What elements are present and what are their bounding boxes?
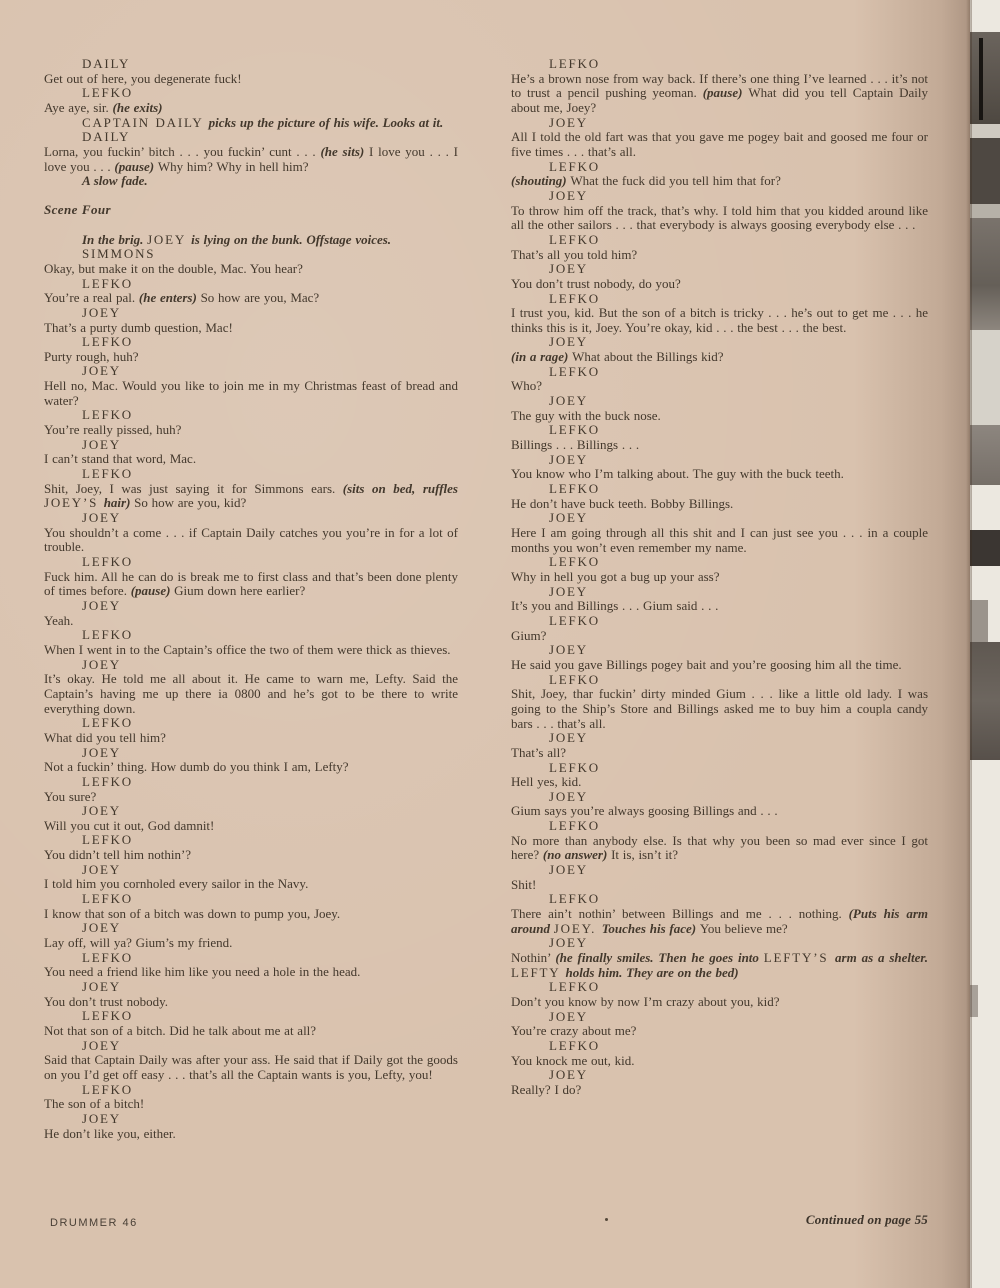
dialogue-text: What about the Billings kid? — [572, 349, 724, 365]
dialogue-text: Shit, Joey, thar fuckin’ dirty minded Gium . . . like a little old lady. I was going to the Ship’s Store and Billings asked me to buy him a coupla candy bars . . . that’s all. — [511, 686, 928, 731]
stage-direction-text: picks up the picture of his wife. Looks at it. — [208, 114, 444, 130]
character-name: LEFKO — [549, 231, 600, 247]
stage-direction-text: Touches his face) — [601, 920, 700, 936]
continued-on-page-label: Continued on page 55 — [805, 1212, 928, 1227]
character-name: LEFKO — [82, 1008, 133, 1024]
dialogue-text: What did you tell Captain Daily about me, Joey? — [511, 85, 929, 115]
dialogue-paragraph — [511, 438, 928, 453]
character-name: JOEY — [549, 393, 588, 409]
speaker-line — [44, 1009, 458, 1024]
speaker-line — [44, 130, 458, 145]
dialogue-text: All I told the old fart was that you gave me pogey bait and goosed me four or five times . . . that’s all. — [511, 129, 928, 159]
speaker-line — [44, 86, 458, 101]
dialogue-text: Will you cut it out, God damnit! — [44, 817, 215, 833]
dialogue-text: Yeah. — [44, 612, 74, 628]
dialogue-text: Who? — [511, 378, 543, 394]
character-name: LEFKO — [549, 1037, 600, 1053]
character-name: JOEY — [549, 187, 588, 203]
script-column-left — [44, 57, 458, 1141]
dialogue-paragraph — [44, 1127, 458, 1142]
speaker-line — [44, 247, 458, 262]
character-name: JOEY — [82, 744, 121, 760]
stage-direction-text: hair) — [103, 495, 135, 511]
dialogue-paragraph — [511, 350, 928, 365]
stage-direction-text: (no answer) — [542, 847, 612, 863]
character-name: JOEY — [147, 231, 192, 247]
dialogue-text: Not a fuckin’ thing. How dumb do you think I am, Lefty? — [44, 759, 349, 775]
dialogue-text: You knock me out, kid. — [511, 1052, 635, 1068]
dialogue-paragraph — [511, 687, 928, 731]
character-name: LEFKO — [549, 979, 600, 995]
speaker-line — [44, 1112, 458, 1127]
speaker-line — [511, 57, 928, 72]
character-name: LEFKO — [82, 832, 133, 848]
stage-direction-text: In the brig. — [82, 231, 148, 247]
character-name: JOEY — [82, 920, 121, 936]
stage-direction-text: is lying on the bunk. Offstage voices. — [191, 231, 392, 247]
stage-direction-text: (sits on bed, ruffles — [342, 480, 458, 496]
character-name: JOEY — [549, 114, 588, 130]
dialogue-text: Said that Captain Daily was after your ass. He said that if Daily got the goods on you I’d get off easy . . . that’s all the Captain wants is you, Lefty, you! — [44, 1052, 458, 1082]
dialogue-text: Okay, but make it on the double, Mac. You hear? — [44, 260, 303, 276]
dialogue-text: What did you tell him? — [44, 729, 166, 745]
photo-fragment — [970, 642, 1000, 760]
dialogue-text: It’s you and Billings . . . Gium said . . . — [511, 598, 719, 614]
stage-direction-text: (pause) — [114, 158, 158, 174]
character-name: LEFKO — [82, 1081, 133, 1097]
dialogue-paragraph — [44, 570, 458, 599]
dialogue-paragraph — [511, 248, 928, 263]
dialogue-text: Gium down here earlier? — [174, 583, 306, 599]
photo-fragment — [970, 138, 1000, 204]
speaker-line — [511, 673, 928, 688]
dialogue-paragraph — [511, 907, 928, 936]
speaker-line — [511, 1068, 928, 1083]
dialogue-text: Really? I do? — [511, 1081, 582, 1097]
dialogue-paragraph — [511, 570, 928, 585]
speaker-line — [511, 365, 928, 380]
character-name: JOEY — [82, 861, 121, 877]
speaker-line — [511, 116, 928, 131]
character-name: LEFKO — [82, 275, 133, 291]
dialogue-text: You know who I’m talking about. The guy with the buck teeth. — [511, 466, 844, 482]
dialogue-paragraph — [44, 291, 458, 306]
speaker-line — [511, 980, 928, 995]
dialogue-paragraph — [511, 526, 928, 555]
stage-direction-text: (he exits) — [112, 99, 163, 115]
dialogue-paragraph — [511, 834, 928, 863]
character-name: CAPTAIN DAILY — [82, 114, 209, 130]
dialogue-text: When I went in to the Captain’s office the two of them were thick as thieves. — [44, 641, 451, 657]
dialogue-text: The son of a bitch! — [44, 1096, 145, 1112]
character-name: LEFKO — [82, 949, 133, 965]
dialogue-paragraph — [44, 101, 458, 116]
speaker-line — [44, 775, 458, 790]
character-name: DAILY — [82, 56, 131, 71]
dialogue-text: Lay off, will ya? Gium’s my friend. — [44, 935, 233, 951]
dialogue-paragraph — [511, 995, 928, 1010]
character-name: LEFKO — [82, 773, 133, 789]
speaker-line — [44, 804, 458, 819]
character-name: JOEY — [82, 803, 121, 819]
character-name: JOEY — [82, 304, 121, 320]
character-name: JOEY’S — [44, 495, 104, 511]
speaker-line — [511, 892, 928, 907]
speaker-line — [44, 438, 458, 453]
character-name: JOEY — [82, 510, 121, 526]
character-name: JOEY — [549, 334, 588, 350]
speaker-line — [511, 790, 928, 805]
speaker-line — [44, 658, 458, 673]
dialogue-text: It’s okay. He told me all about it. He came to warn me, Lefty. Said the Captain’s having me up there ia 0800 and he’s got to be there to write everything down. — [44, 671, 458, 716]
page-footer — [0, 1212, 970, 1236]
dialogue-paragraph — [44, 145, 458, 174]
dialogue-paragraph — [44, 614, 458, 629]
dialogue-paragraph — [44, 379, 458, 408]
script-column-right — [511, 57, 928, 1098]
dialogue-paragraph — [44, 760, 458, 775]
character-name: JOEY — [549, 730, 588, 746]
dialogue-text: Billings . . . Billings . . . — [511, 437, 640, 453]
dialogue-text: It is, isn’t it? — [611, 847, 679, 863]
character-name: DAILY — [82, 129, 131, 145]
dialogue-paragraph — [44, 672, 458, 716]
stage-direction — [44, 116, 458, 131]
photo-fragment — [970, 425, 1000, 485]
dialogue-text: You didn’t tell him nothin’? — [44, 847, 192, 863]
scene-heading — [44, 203, 458, 218]
dialogue-text: So how are you, Mac? — [200, 290, 320, 306]
speaker-line — [511, 585, 928, 600]
speaker-line — [511, 453, 928, 468]
stage-direction-text: (he finally smiles. Then he goes into — [555, 950, 764, 966]
character-name: JOEY — [549, 788, 588, 804]
dialogue-paragraph — [44, 819, 458, 834]
magazine-page-label: DRUMMER 46 — [50, 1217, 138, 1229]
dialogue-paragraph — [44, 1053, 458, 1082]
dialogue-paragraph — [511, 277, 928, 292]
character-name: JOEY — [82, 656, 121, 672]
dialogue-paragraph — [511, 746, 928, 761]
speaker-line — [511, 863, 928, 878]
stage-direction-text: (in a rage) — [511, 349, 573, 365]
character-name: SIMMONS — [82, 246, 156, 262]
dialogue-text: That’s all? — [511, 744, 567, 760]
dialogue-paragraph — [511, 1024, 928, 1039]
speaker-line — [511, 614, 928, 629]
dialogue-text: Gium? — [511, 627, 547, 643]
dialogue-text: Not that son of a bitch. Did he talk about me at all? — [44, 1023, 317, 1038]
stage-direction-text: holds him. They are on the bed) — [565, 964, 739, 980]
character-name: LEFKO — [549, 158, 600, 174]
character-name: JOEY — [549, 935, 588, 951]
dialogue-paragraph — [511, 174, 928, 189]
photo-fragment — [970, 530, 1000, 566]
dialogue-paragraph — [511, 658, 928, 673]
dialogue-text: Purty rough, huh? — [44, 348, 139, 364]
dialogue-text: No more than anybody else. Is that why you been so mad ever since I got here? — [511, 832, 928, 863]
character-name: LEFKO — [549, 554, 600, 570]
character-name: LEFKO — [82, 627, 133, 643]
dialogue-paragraph — [44, 1024, 458, 1039]
speaker-line — [511, 819, 928, 834]
speaker-line — [44, 863, 458, 878]
character-name: LEFTY’S — [763, 950, 836, 966]
dialogue-text: You don’t trust nobody, do you? — [511, 275, 681, 291]
dialogue-paragraph — [44, 790, 458, 805]
character-name: LEFKO — [549, 891, 600, 907]
dialogue-paragraph — [44, 848, 458, 863]
dialogue-text: I trust you, kid. But the son of a bitch is tricky . . . he’s out to get me . . . he thinks this is it, Joey. You’re okay, kid . . . the best . . . the best. — [511, 305, 928, 335]
dialogue-paragraph — [511, 1083, 928, 1098]
dialogue-paragraph — [511, 72, 928, 116]
character-name: LEFKO — [82, 407, 133, 423]
dialogue-text: Shit! — [511, 876, 537, 892]
stage-direction-text: (he sits) — [320, 143, 370, 159]
speaker-line — [511, 1010, 928, 1025]
speaker-line — [511, 731, 928, 746]
dialogue-text: Gium says you’re always goosing Billings and . . . — [511, 803, 778, 819]
character-name: JOEY — [82, 1037, 121, 1053]
speaker-line — [511, 555, 928, 570]
stage-direction-text: (pause) — [702, 85, 749, 101]
dialogue-paragraph — [511, 467, 928, 482]
dialogue-paragraph — [44, 907, 458, 922]
dialogue-paragraph — [44, 423, 458, 438]
dialogue-paragraph — [44, 877, 458, 892]
dialogue-text: Hell no, Mac. Would you like to join me in my Christmas feast of bread and water? — [44, 378, 458, 408]
speaker-line — [44, 408, 458, 423]
speaker-line — [44, 277, 458, 292]
speaker-line — [511, 335, 928, 350]
dialogue-paragraph — [44, 731, 458, 746]
dialogue-paragraph — [511, 599, 928, 614]
stage-direction-text: (Puts his arm around — [511, 906, 928, 936]
character-name: JOEY — [549, 862, 588, 878]
speaker-line — [511, 936, 928, 951]
character-name: LEFKO — [549, 671, 600, 687]
dialogue-text: I love you . . . I love you . . . — [44, 143, 458, 174]
speaker-line — [44, 1083, 458, 1098]
character-name: JOEY — [549, 1067, 588, 1083]
character-name: LEFKO — [549, 481, 600, 497]
photo-fragment — [970, 330, 1000, 425]
character-name: LEFTY — [511, 964, 566, 980]
dialogue-text: You don’t trust nobody. — [44, 993, 169, 1009]
character-name: LEFKO — [549, 759, 600, 775]
speaker-line — [511, 1039, 928, 1054]
dialogue-text: What the fuck did you tell him that for? — [570, 173, 781, 189]
speaker-line — [511, 482, 928, 497]
character-name: JOEY — [549, 1008, 588, 1024]
dialogue-paragraph — [511, 306, 928, 335]
speaker-line — [511, 643, 928, 658]
dialogue-text: Hell yes, kid. — [511, 774, 582, 790]
speaker-line — [44, 921, 458, 936]
dialogue-paragraph — [44, 72, 458, 87]
speaker-line — [511, 189, 928, 204]
dialogue-text: Here I am going through all this shit and I can just see you . . . in a couple months you won’t even remember my name. — [511, 525, 928, 555]
dialogue-text: He don’t like you, either. — [44, 1125, 176, 1141]
character-name: LEFKO — [82, 715, 133, 731]
dialogue-paragraph — [511, 1054, 928, 1069]
dialogue-text: You need a friend like him like you need a hole in the head. — [44, 964, 361, 980]
stage-direction-text: arm as a shelter. — [835, 950, 928, 966]
dialogue-paragraph — [44, 482, 458, 511]
photo-fragment — [970, 32, 1000, 124]
speaker-line — [44, 511, 458, 526]
dialogue-text: There ain’t nothin’ between Billings and me . . . nothing. — [511, 906, 849, 922]
dialogue-text: Fuck him. All he can do is break me to first class and that’s been done plenty of times before. — [44, 568, 458, 599]
dialogue-paragraph — [511, 497, 928, 512]
speaker-line — [44, 746, 458, 761]
dialogue-paragraph — [44, 1097, 458, 1112]
dialogue-text: So how are you, kid? — [134, 495, 247, 511]
dialogue-paragraph — [44, 965, 458, 980]
stage-direction-text: A slow fade. — [82, 173, 148, 189]
character-name: LEFKO — [82, 334, 133, 350]
speaker-line — [511, 761, 928, 776]
photo-fragment — [970, 204, 1000, 218]
dialogue-text: Lorna, you fuckin’ bitch . . . you fuckin’ cunt . . . — [44, 143, 321, 159]
photo-fragment — [970, 600, 988, 642]
speaker-line — [44, 599, 458, 614]
dialogue-paragraph — [44, 936, 458, 951]
dialogue-paragraph — [511, 629, 928, 644]
dialogue-text: Why him? Why in hell him? — [157, 158, 309, 174]
character-name: JOEY — [82, 597, 121, 613]
character-name: LEFKO — [549, 422, 600, 438]
dialogue-paragraph — [44, 321, 458, 336]
speaker-line — [44, 980, 458, 995]
dialogue-text: Aye aye, sir. — [44, 99, 113, 115]
character-name: LEFKO — [82, 891, 133, 907]
dialogue-paragraph — [511, 409, 928, 424]
dialogue-paragraph — [44, 350, 458, 365]
adjacent-page-edge — [970, 0, 1000, 1288]
speaker-line — [44, 467, 458, 482]
character-name: JOEY — [549, 583, 588, 599]
speaker-line — [511, 160, 928, 175]
character-name: LEFKO — [549, 290, 600, 306]
dialogue-text: You’re a real pal. — [44, 290, 139, 306]
stage-direction — [44, 174, 458, 189]
speaker-line — [44, 1039, 458, 1054]
character-name: JOEY — [549, 451, 588, 467]
page-edge-shadow — [966, 0, 972, 1288]
character-name: LEFKO — [549, 612, 600, 628]
dialogue-paragraph — [44, 262, 458, 277]
speaker-line — [511, 292, 928, 307]
dialogue-text: You shouldn’t a come . . . if Captain Daily catches you you’re in for a lot of trouble. — [44, 524, 458, 555]
dialogue-text: He’s a brown nose from way back. If there’s one thing I’ve learned . . . it’s not to trust a pencil pushing yeoman. — [511, 70, 928, 101]
dialogue-text: Get out of here, you degenerate fuck! — [44, 70, 242, 86]
dialogue-text: You’re crazy about me? — [511, 1023, 637, 1039]
speaker-line — [511, 511, 928, 526]
dialogue-text: Don’t you know by now I’m crazy about you, kid? — [511, 994, 780, 1009]
speaker-line — [44, 364, 458, 379]
dialogue-text: I told him you cornholed every sailor in the Navy. — [44, 876, 309, 892]
dialogue-text: I know that son of a bitch was down to pump you, Joey. — [44, 905, 341, 921]
dialogue-text: He said you gave Billings pogey bait and you’re goosing him all the time. — [511, 656, 902, 672]
dialogue-text: That’s a purty dumb question, Mac! — [44, 319, 233, 335]
character-name: LEFKO — [549, 56, 600, 71]
stage-direction-text: (shouting) — [511, 173, 571, 189]
dialogue-text: You’re really pissed, huh? — [44, 422, 182, 438]
photo-fragment — [970, 218, 1000, 330]
dialogue-text: To throw him off the track, that’s why. I told him that you kidded around like all the other sailors . . . that everybody is always goosing everybody else . . . — [511, 202, 928, 233]
character-name: JOEY — [549, 261, 588, 277]
dialogue-paragraph — [511, 878, 928, 893]
photo-fragment — [979, 38, 983, 120]
character-name: LEFKO — [82, 85, 133, 101]
dialogue-paragraph — [44, 643, 458, 658]
dialogue-text: Shit, Joey, I was just saying it for Simmons ears. — [44, 480, 343, 496]
character-name: JOEY — [82, 1110, 121, 1126]
print-dot — [605, 1218, 608, 1221]
dialogue-text: That’s all you told him? — [511, 246, 638, 262]
stage-direction-text: Scene Four — [44, 201, 111, 217]
dialogue-paragraph — [511, 951, 928, 980]
dialogue-paragraph — [511, 775, 928, 790]
character-name: JOEY — [82, 363, 121, 379]
speaker-line — [44, 892, 458, 907]
dialogue-paragraph — [511, 804, 928, 819]
character-name: LEFKO — [82, 554, 133, 569]
speaker-line — [44, 555, 458, 570]
stage-direction-text: (he enters) — [138, 290, 201, 306]
stage-direction-text: (pause) — [130, 583, 175, 599]
character-name: JOEY — [82, 979, 121, 995]
dialogue-paragraph — [44, 995, 458, 1010]
dialogue-paragraph — [511, 379, 928, 394]
speaker-line — [511, 423, 928, 438]
character-name: JOEY — [549, 642, 588, 658]
character-name: LEFKO — [549, 363, 600, 379]
speaker-line — [44, 833, 458, 848]
dialogue-text: I can’t stand that word, Mac. — [44, 451, 197, 467]
dialogue-paragraph — [44, 526, 458, 555]
speaker-line — [44, 335, 458, 350]
speaker-line — [44, 716, 458, 731]
stage-direction — [44, 233, 458, 248]
speaker-line — [44, 57, 458, 72]
dialogue-text: Why in hell you got a bug up your ass? — [511, 568, 720, 584]
dialogue-paragraph — [44, 452, 458, 467]
speaker-line — [44, 628, 458, 643]
character-name: LEFKO — [82, 466, 133, 482]
dialogue-text: He don’t have buck teeth. Bobby Billings. — [511, 495, 734, 511]
dialogue-text: You sure? — [44, 788, 97, 804]
dialogue-paragraph — [511, 130, 928, 159]
speaker-line — [44, 951, 458, 966]
speaker-line — [511, 394, 928, 409]
speaker-line — [511, 262, 928, 277]
speaker-line — [511, 233, 928, 248]
dialogue-paragraph — [511, 204, 928, 233]
character-name: JOEY. — [553, 920, 602, 936]
dialogue-text: The guy with the buck nose. — [511, 407, 661, 423]
photo-fragment — [970, 124, 1000, 138]
character-name: JOEY — [549, 510, 588, 526]
character-name: LEFKO — [549, 818, 600, 834]
dialogue-text: You believe me? — [699, 920, 788, 936]
dialogue-text: Nothin’ — [511, 950, 556, 966]
speaker-line — [44, 306, 458, 321]
character-name: JOEY — [82, 436, 121, 452]
